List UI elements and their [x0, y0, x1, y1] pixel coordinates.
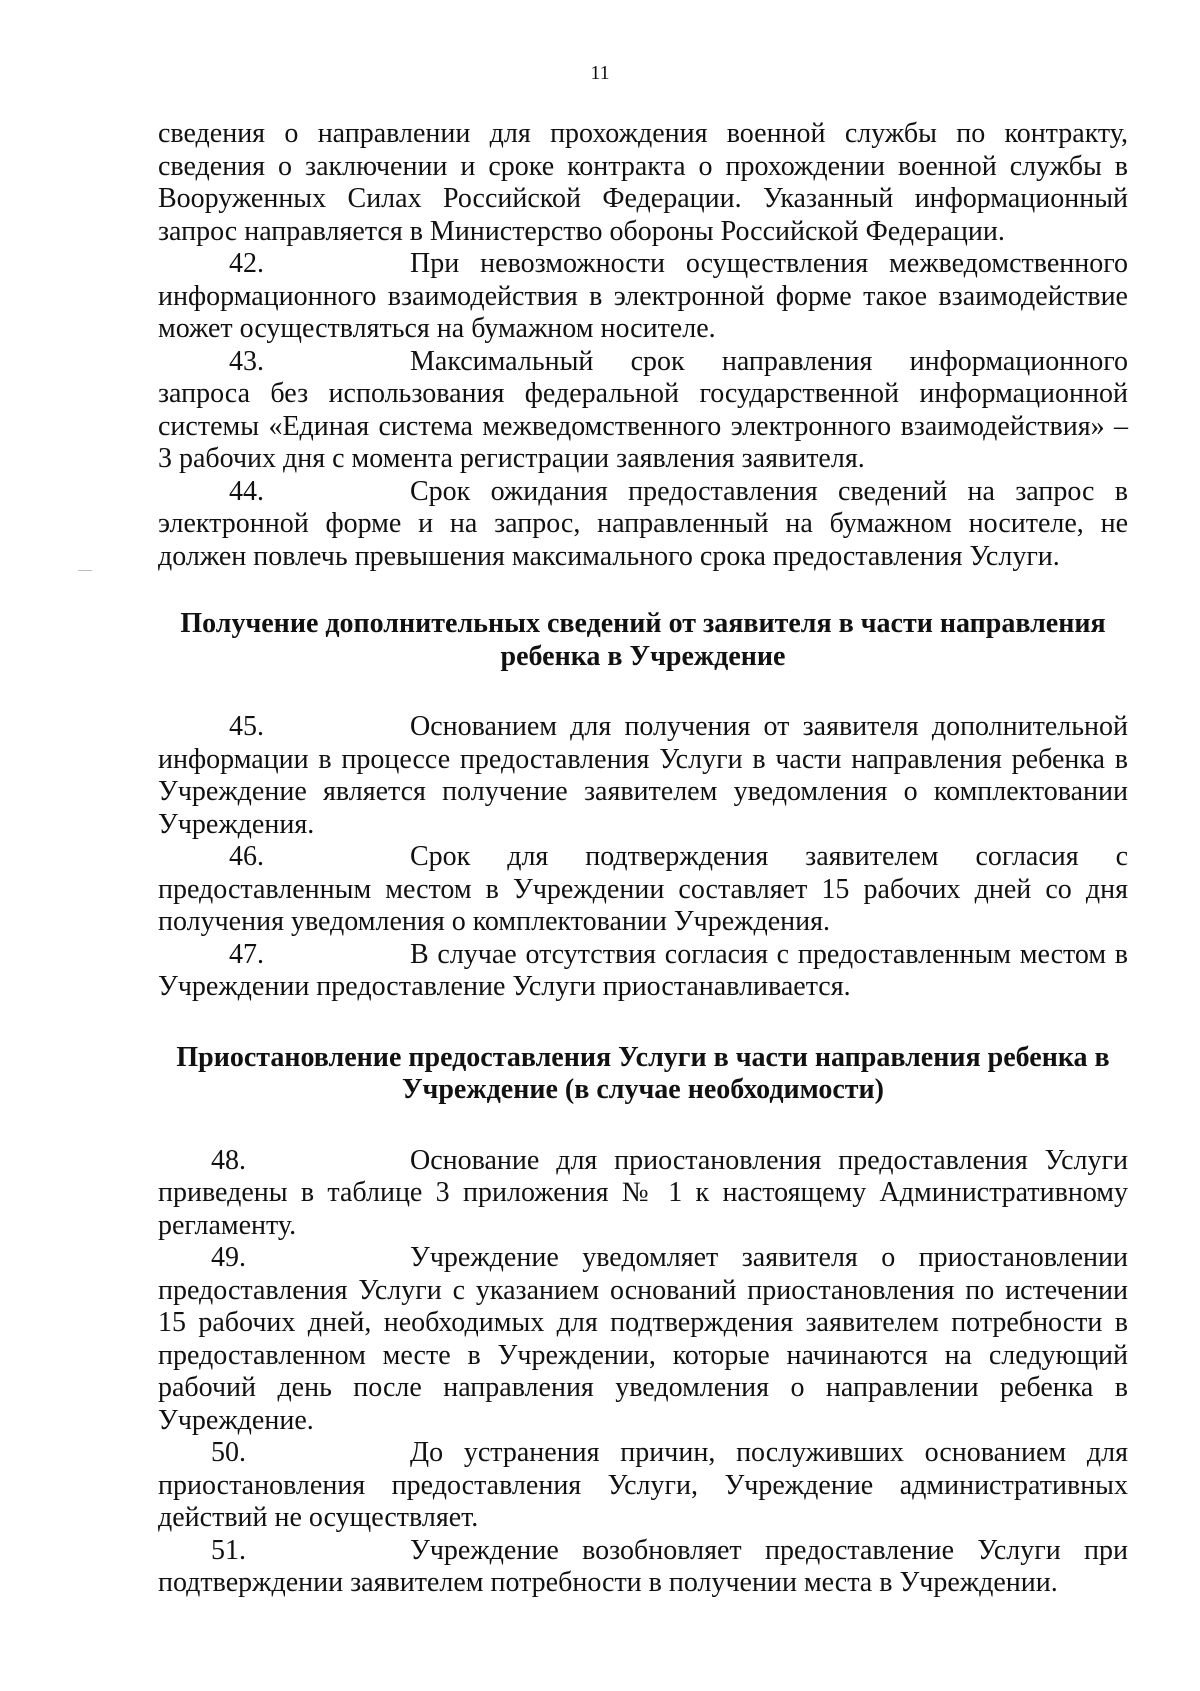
clause-43 [158, 346, 1128, 476]
clause-47 [158, 939, 1128, 1004]
clause-number: 50. [211, 1437, 246, 1468]
document-body [158, 118, 1128, 1600]
scan-mark [78, 570, 92, 571]
section-heading-suspension [158, 1042, 1128, 1107]
spacer [158, 1004, 1128, 1042]
heading-line: Получение дополнительных сведений от заявителя в части направления [180, 608, 1106, 639]
clause-number: 44. [229, 475, 264, 507]
clause-number: 43. [229, 345, 264, 377]
intro-paragraph: сведения о направлении для прохождения военной службы по контракту, сведения о заключении и сроке контракта о прохождении военной службы в Вооруженных Силах Российской Федерации. Указанный информационный запрос направляется в Министерство обороны Российской Федерации. [158, 118, 1128, 247]
clause-text: При невозможности осуществления межведомственного информационного взаимодействия в электронной форме такое взаимодействие может осуществляться на бумажном носителе. [158, 248, 1128, 344]
clause-49 [158, 1242, 1128, 1437]
clause-number: 51. [211, 1534, 246, 1566]
clause-number: 48. [211, 1144, 246, 1176]
page-number: 11 [590, 62, 610, 84]
clause-number: 45. [229, 711, 264, 742]
clause-number: 49. [211, 1242, 246, 1273]
clause-text: Основание для приостановления предоставления Услуги приведены в таблице 3 приложения № 1 к настоящему Административному регламенту. [158, 1144, 1128, 1241]
clause-text: До устранения причин, послуживших основанием для приостановления предоставления Услуги, Учреждение административных действий не осуществляет. [158, 1437, 1128, 1533]
clause-51 [158, 1535, 1128, 1600]
heading-line: ребенка в Учреждение [500, 640, 786, 672]
clause-text: Учреждение уведомляет заявителя о приостановлении предоставления Услуги с указанием оснований приостановления по истечении 15 рабочих дней, необходимых для подтверждения заявителем потребности в предоставленном месте в Учреждении, которые начинаются на следующий рабочий день после направления уведомления о направлении ребенка в Учреждение. [158, 1242, 1128, 1436]
clause-text: Срок для подтверждения заявителем согласия с предоставленным местом в Учреждении составляет 15 рабочих дней со дня получения уведомления о комплектовании Учреждения. [158, 841, 1128, 937]
heading-line: Учреждение (в случае необходимости) [402, 1074, 884, 1105]
clause-46 [158, 841, 1128, 939]
section-heading-additional-info [158, 608, 1128, 673]
clause-number: 46. [229, 841, 264, 872]
clause-number: 42. [229, 248, 264, 279]
clause-text: Учреждение возобновляет предоставление Услуги при подтверждении заявителем потребности в получении места в Учреждении. [158, 1534, 1128, 1598]
spacer [158, 1107, 1128, 1145]
clause-48 [158, 1145, 1128, 1243]
clause-42 [158, 248, 1128, 346]
clause-text: Максимальный срок направления информационного запроса без использования федеральной государственной информационной системы «Единая система межведомственного электронного взаимодействия» – 3 рабочих дня с момента регистрации заявления заявителя. [158, 345, 1128, 474]
clause-50 [158, 1437, 1128, 1535]
spacer [158, 573, 1128, 608]
clause-number: 47. [229, 938, 264, 970]
clause-text: В случае отсутствия согласия с предоставленным местом в Учреждении предоставление Услуги приостанавливается. [158, 938, 1128, 1002]
heading-line: Приостановление предоставления Услуги в части направления ребенка в [176, 1041, 1110, 1073]
clause-text: Основанием для получения от заявителя дополнительной информации в процессе предоставления Услуги в части направления ребенка в Учреждение является получение заявителем уведомления о комплектовании Учреждения. [158, 711, 1128, 840]
clause-44 [158, 476, 1128, 574]
clause-45 [158, 711, 1128, 841]
spacer [158, 673, 1128, 711]
clause-text: Срок ожидания предоставления сведений на запрос в электронной форме и на запрос, направленный на бумажном носителе, не должен повлечь превышения максимального срока предоставления Услуги. [158, 475, 1128, 572]
